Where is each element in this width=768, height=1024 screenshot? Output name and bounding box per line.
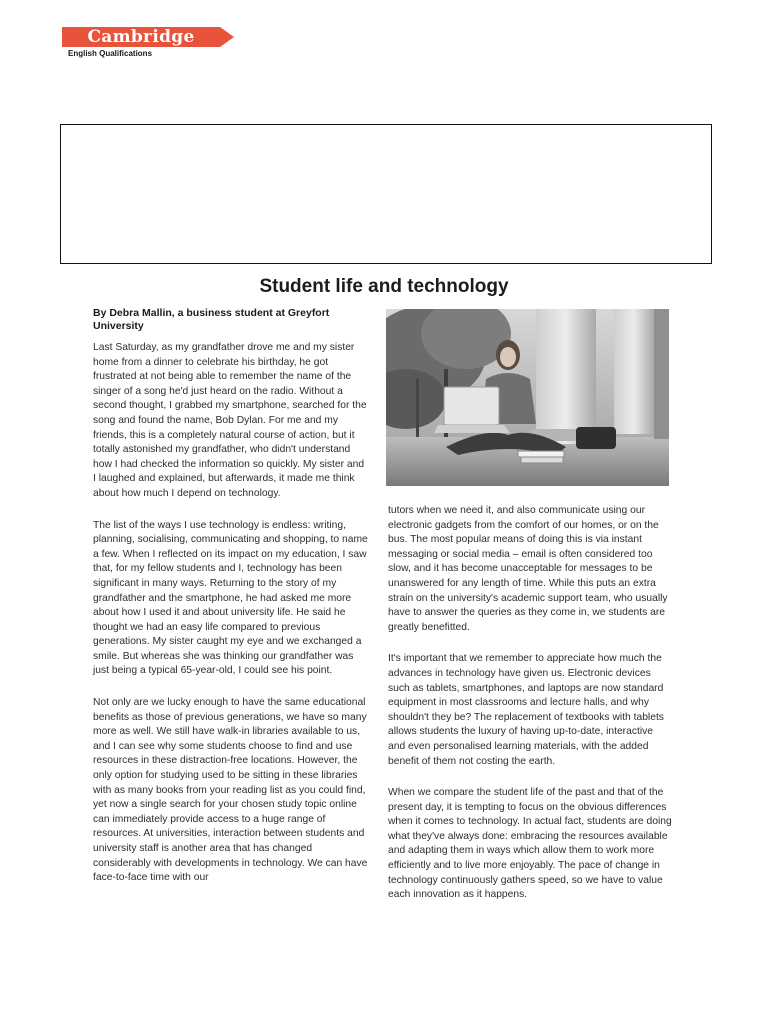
paragraph: When we compare the student life of the past and that of the present day, it is tempting to focus on the obvious differences when it comes to technology. In actual fact, students are doing what they've always done: embracing the resources available and adapting them in ways which allow them to work more efficiently and to live more enjoyably. The pace of change in technology continuously gathers speed, so we have to value each innovation as it happens. [388, 787, 672, 901]
cambridge-logo [60, 26, 240, 60]
brand-name: Cambridge [87, 27, 195, 47]
paragraph: The list of the ways I use technology is endless: writing, planning, socialising, communicating and shopping, to name a few. When I reflected on its impact on my education, I saw that, for my fellow students and I, technology has been significant in many ways. Returning to the story of my grandfather and the smartphone, he had asked me more about how I used it and about university life. He said he thought we had an easy life compared to previous generations. My sister caught my eye and we exchanged a smile. But whereas she was thinking our grandfather was just being a typical 65-year-old, I could see his point. [93, 519, 368, 677]
brand-subtitle: English Qualifications [68, 49, 153, 58]
paragraph: It's important that we remember to appreciate how much the advances in technology have given us. Electronic devices such as tablets, smartphones, and laptops are now standard equipment in most classrooms and lecture halls, and why shouldn't they be? The replacement of textbooks with tablets allows students the luxury of having up-to-date, interactive and even personalised learning materials, with the added benefit of them not costing the earth. [388, 653, 664, 767]
paragraph: Last Saturday, as my grandfather drove me and my sister home from a dinner to celebrate his birthday, he got frustrated at not being able to remember the name of the singer of a song he'd just heard on the radio. Without a second thought, I grabbed my smartphone, searched for the song and found the name, Bob Dylan. For me and my friends, this is a completely natural course of action, but it totally astonished my grandfather, who didn't understand how I had checked the information so quickly. My sister and I laughed and explained, but afterwards, it made me think about how much I depend on technology. [93, 342, 367, 499]
right-column [388, 504, 673, 920]
article-title: Student life and technology [259, 276, 509, 297]
paragraph: Not only are we lucky enough to have the same educational benefits as those of previous generations, we have so many more as well. We still have walk-in libraries available to us, and I can see why some students choose to find and use resources in these distraction-free locations. However, the only option for studying used to be sitting in these libraries with as many books from your reading list as you could find, yet now a single search for your chosen study topic online can immediately provide access to a huge range of resources. At universities, interaction between students and university staff is another area that has changed considerably with developments in technology. We can have face-to-face time with our [93, 697, 368, 884]
student-laptop-photo [386, 309, 669, 486]
photo-illustration-icon [386, 309, 669, 486]
paragraph: tutors when we need it, and also communicate using our electronic gadgets from the comfort of our homes, or on the bus. The most popular means of doing this is via instant messaging or social media – email is often considered too slow, and it has become unacceptable for messages to be unanswered for any length of time. While this puts an extra strain on the university's academic support team, who usually have to answer the queries as they come in, we students are greatly benefitted. [388, 505, 668, 633]
answer-box[interactable] [60, 124, 712, 264]
left-column [93, 341, 369, 903]
article-byline: By Debra Mallin, a business student at Greyfort University [93, 307, 330, 332]
